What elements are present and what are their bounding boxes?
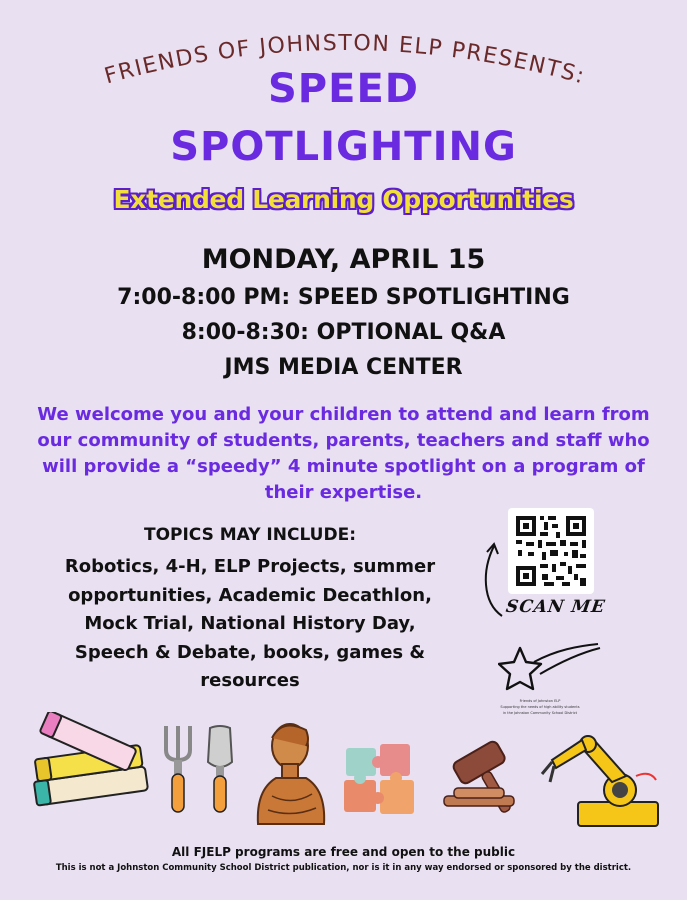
- event-date: MONDAY, APRIL 15: [201, 244, 486, 275]
- robot-arm-icon: [538, 730, 663, 828]
- welcome-paragraph: We welcome you and your children to attend and learn from our community of students, parents, teachers and staff who will provide a “speedy” 4 minute spotlight on a program of their expertise.: [37, 404, 650, 503]
- org-tagline: in the Johnston Community School District: [502, 711, 578, 715]
- event-location: JMS MEDIA CENTER: [224, 355, 463, 380]
- org-tagline: Supporting the needs of high ability students: [500, 705, 580, 709]
- qr-code[interactable]: [508, 508, 594, 594]
- books-icon: [25, 712, 155, 827]
- title-speed: SPEED: [268, 66, 419, 112]
- topics-line: Speech & Debate, books, games &: [74, 641, 426, 663]
- topics-line: resources: [200, 670, 300, 691]
- scan-me-label: SCAN ME: [504, 597, 607, 617]
- event-time-spotlighting: 7:00-8:00 PM: SPEED SPOTLIGHTING: [117, 285, 570, 310]
- bust-statue-icon: [252, 716, 332, 828]
- shooting-star-logo-icon: [498, 640, 608, 700]
- garden-tools-icon: [160, 722, 245, 817]
- topics-heading: TOPICS MAY INCLUDE:: [143, 525, 357, 545]
- puzzle-pieces-icon: [340, 740, 420, 820]
- gavel-icon: [440, 732, 540, 822]
- org-name: Friends of Johnston ELP: [519, 699, 561, 703]
- topics-line: opportunities, Academic Decathlon,: [68, 584, 432, 606]
- qr-code-icon: [508, 508, 594, 594]
- topics-list: [40, 553, 460, 696]
- title-spotlighting: SPOTLIGHTING: [170, 124, 517, 170]
- event-time-qa: 8:00-8:30: OPTIONAL Q&A: [181, 320, 506, 345]
- free-programs-note: All FJELP programs are free and open to the public: [171, 845, 516, 859]
- topics-line: Mock Trial, National History Day,: [84, 613, 416, 634]
- topics-line: Robotics, 4-H, ELP Projects, summer: [64, 556, 436, 577]
- presenter-text: FRIENDS OF JOHNSTON ELP PRESENTS:: [101, 30, 589, 90]
- district-disclaimer: This is not a Johnston Community School District publication, nor is it in any way endorsed or sponsored by the district.: [55, 863, 632, 873]
- subtitle: Extended Learning Opportunities: [113, 185, 574, 214]
